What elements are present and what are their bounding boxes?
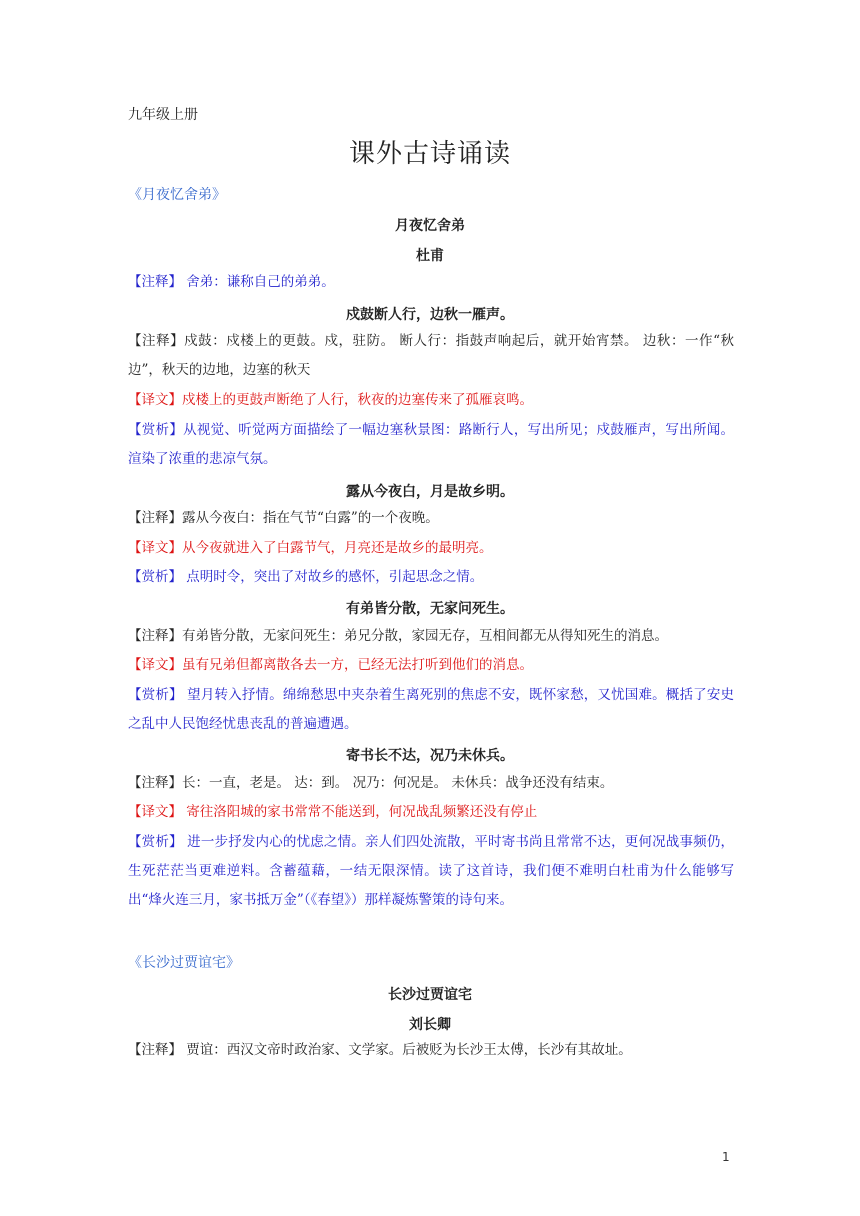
poem2-author: 刘长卿 bbox=[409, 1017, 451, 1033]
appreciation-text: 进一步抒发内心的忧虑之情。亲人们四处流散，平时寄书尚且常常不达，更何况战事频仍，生死茫茫当更难逆料。含蓄蕴藉，一结无限深情。读了这首诗，我们便不难明白杜甫为什么能够写出“烽火连三月，家书抵万金”（《春望》）那样凝炼警策的诗句来。 bbox=[128, 834, 734, 908]
note-text: 贾谊：西汉文帝时政治家、文学家。后被贬为长沙王太傅，长沙有其故址。 bbox=[182, 1042, 632, 1058]
translation-tag: 【译文】 bbox=[128, 392, 182, 408]
appreciation-tag: 【赏析】 bbox=[128, 569, 182, 585]
poem1-line3: 有弟皆分散，无家问死生。 bbox=[346, 601, 514, 617]
poem1-line1-note bbox=[128, 327, 734, 385]
appreciation-text: 望月转入抒情。绵绵愁思中夹杂着生离死别的焦虑不安，既怀家愁，又忧国难。概括了安史之乱中人民饱经忧患丧乱的普遍遭遇。 bbox=[128, 687, 734, 732]
poem2-title: 长沙过贾谊宅 bbox=[388, 987, 472, 1003]
poem1-line2-note bbox=[128, 504, 734, 533]
note-tag: 【注释】 bbox=[128, 333, 185, 349]
poem1-line2-appreciation bbox=[128, 563, 734, 592]
poem1-line2: 露从今夜白，月是故乡明。 bbox=[346, 484, 514, 500]
poem1-line1-translation bbox=[128, 386, 734, 415]
translation-tag: 【译文】 bbox=[128, 804, 182, 820]
poem1-line4-translation bbox=[128, 798, 734, 827]
appreciation-tag: 【赏析】 bbox=[128, 687, 183, 703]
grade-label: 九年级上册 bbox=[128, 107, 198, 123]
appreciation-tag: 【赏析】 bbox=[128, 834, 183, 850]
note-text: 有弟皆分散，无家问死生：弟兄分散，家园无存，互相间都无从得知死生的消息。 bbox=[182, 628, 668, 644]
poem1-link[interactable]: 《月夜忆舍弟》 bbox=[128, 187, 226, 203]
poem1-line4-note bbox=[128, 769, 734, 798]
poem1-line3-note bbox=[128, 622, 734, 651]
appreciation-text: 点明时令，突出了对故乡的感怀，引起思念之情。 bbox=[182, 569, 484, 585]
poem1-author: 杜甫 bbox=[416, 248, 444, 264]
appreciation-tag: 【赏析】 bbox=[128, 422, 184, 438]
note-tag: 【注释】 bbox=[128, 510, 182, 526]
poem1-line1: 戍鼓断人行，边秋一雁声。 bbox=[346, 307, 514, 323]
note-text: 长：一直，老是。 达：到。 况乃：何况是。 未休兵：战争还没有结束。 bbox=[182, 775, 614, 791]
note-tag: 【注释】 bbox=[128, 1042, 182, 1058]
appreciation-text: 从视觉、听觉两方面描绘了一幅边塞秋景图：路断行人，写出所见；戍鼓雁声，写出所闻。渲染了浓重的悲凉气氛。 bbox=[128, 422, 735, 467]
poem1-line3-translation bbox=[128, 651, 734, 680]
poem1-line3-appreciation bbox=[128, 681, 734, 739]
translation-text: 戍楼上的更鼓声断绝了人行，秋夜的边塞传来了孤雁哀鸣。 bbox=[182, 392, 533, 408]
note-text: 戍鼓：戍楼上的更鼓。戍，驻防。 断人行：指鼓声响起后，就开始宵禁。 边秋：一作“秋边”，秋天的边地，边塞的秋天 bbox=[128, 333, 735, 378]
poem2-intro-note bbox=[128, 1036, 734, 1065]
note-text: 舍弟：谦称自己的弟弟。 bbox=[182, 274, 335, 290]
poem1-line2-translation bbox=[128, 534, 734, 563]
poem1-line1-appreciation bbox=[128, 416, 734, 474]
poem1-line4-appreciation bbox=[128, 828, 734, 915]
note-tag: 【注释】 bbox=[128, 628, 182, 644]
translation-text: 从今夜就进入了白露节气，月亮还是故乡的最明亮。 bbox=[182, 540, 493, 556]
note-tag: 【注释】 bbox=[128, 274, 182, 290]
translation-tag: 【译文】 bbox=[128, 657, 182, 673]
translation-text: 虽有兄弟但都离散各去一方，已经无法打听到他们的消息。 bbox=[182, 657, 533, 673]
translation-text: 寄往洛阳城的家书常常不能送到，何况战乱频繁还没有停止 bbox=[182, 804, 538, 820]
note-tag: 【注释】 bbox=[128, 775, 182, 791]
translation-tag: 【译文】 bbox=[128, 540, 182, 556]
poem1-title: 月夜忆舍弟 bbox=[395, 218, 465, 234]
page-number: 1 bbox=[722, 1150, 730, 1164]
poem1-intro-note bbox=[128, 268, 734, 297]
poem1-line4: 寄书长不达，况乃未休兵。 bbox=[346, 748, 514, 764]
note-text: 露从今夜白：指在气节“白露”的一个夜晚。 bbox=[182, 510, 439, 526]
poem2-link[interactable]: 《长沙过贾谊宅》 bbox=[128, 955, 240, 971]
page-title: 课外古诗诵读 bbox=[348, 139, 511, 169]
